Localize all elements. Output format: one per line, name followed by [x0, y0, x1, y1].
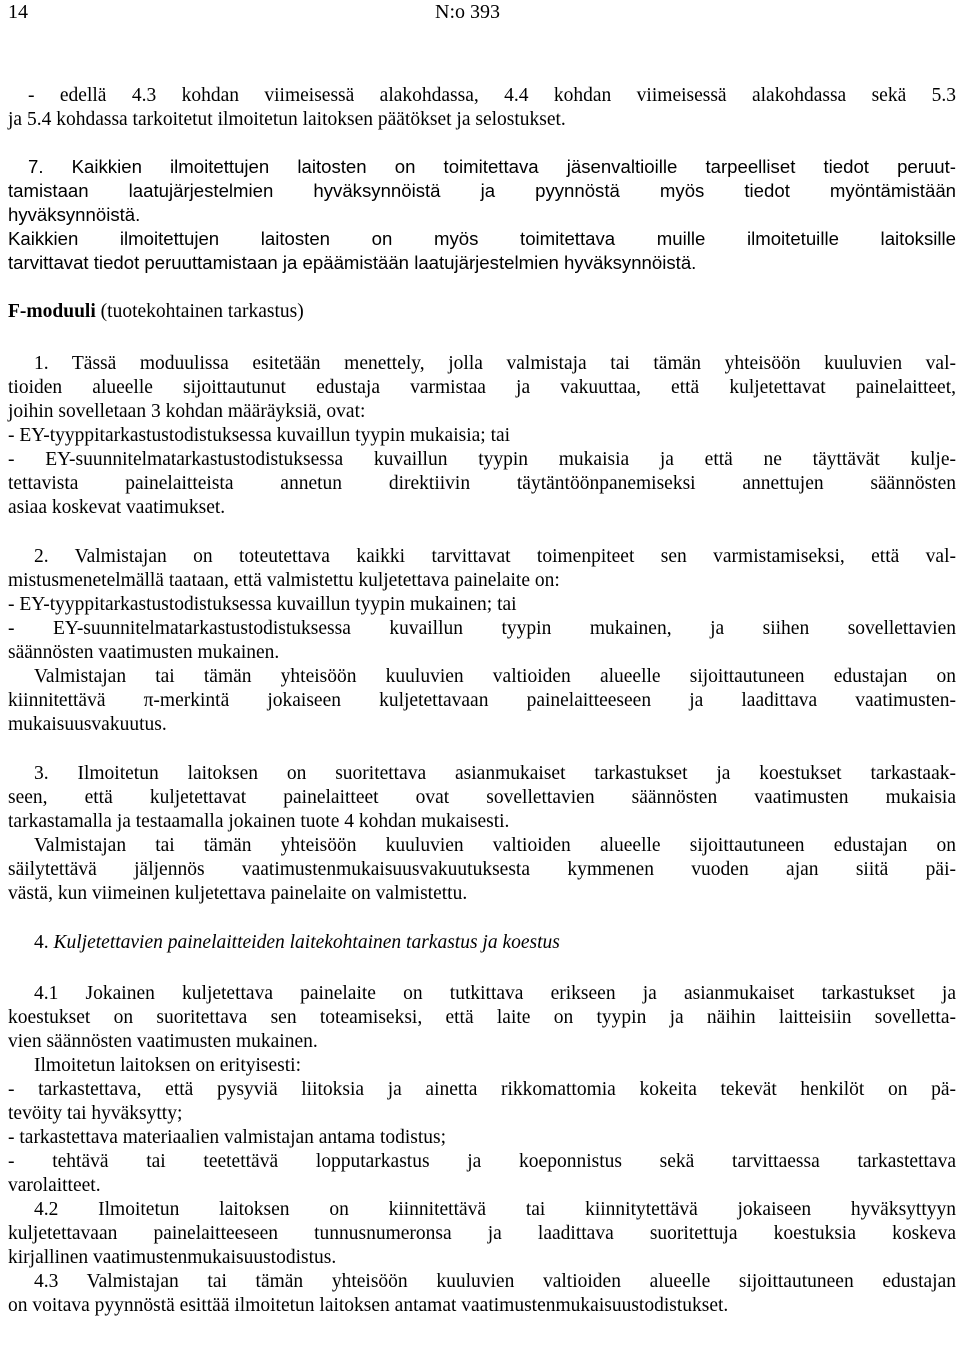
text-line: - tarkastettava materiaalien valmistajan antama todistus;	[8, 1127, 447, 1148]
text-line: tevöity tai hyväksytty;	[8, 1103, 183, 1124]
text-line: vien säännösten vaatimusten mukainen.	[8, 1031, 318, 1052]
text-line: - EY-suunnitelmatarkastustodistuksessa kuvaillun tyypin mukaisia ja että ne täyttävät kulje-	[8, 449, 956, 470]
text-line: 7. Kaikkien ilmoitettujen laitosten on toimitettava jäsenvaltioille tarpeelliset tiedot peruut-	[28, 156, 956, 177]
page-number: 14	[8, 1, 28, 23]
text-line: kirjallinen vaatimustenmukaisuustodistus.	[8, 1247, 337, 1268]
text-line: Ilmoitetun laitoksen on erityisesti:	[34, 1055, 302, 1076]
text-line: ja 5.4 kohdassa tarkoitetut ilmoitetun laitoksen päätökset ja selostukset.	[8, 109, 566, 130]
text-line: hyväksynnöistä.	[8, 204, 141, 225]
heading-bold: F-moduuli	[8, 301, 96, 322]
text-line: varolaitteet.	[8, 1175, 101, 1196]
text-line: kuljetettavaan painelaitteeseen tunnusnumeronsa ja laadittava suoritettuja koestuksia koskeva	[8, 1223, 956, 1244]
text-line: - EY-tyyppitarkastustodistuksessa kuvaillun tyypin mukainen; tai	[8, 594, 517, 615]
text-line: asiaa koskevat vaatimukset.	[8, 497, 226, 518]
text-line: kiinnitettävä π-merkintä jokaiseen kuljetettavaan painelaitteeseen ja laadittava vaatimusten-	[8, 690, 956, 711]
text-line: tioiden alueelle sijoittautunut edustaja varmistaa ja vakuuttaa, että kuljetettavat painelaitteet,	[8, 377, 956, 398]
text-line: mistusmenetelmällä taataan, että valmistettu kuljetettava painelaite on:	[8, 570, 560, 591]
section-heading	[34, 931, 956, 955]
text-line: Valmistajan tai tämän yhteisöön kuuluvien valtioiden alueelle sijoittautuneen edustajan on	[34, 835, 956, 856]
text-line: 3. Ilmoitetun laitoksen on suoritettava asianmukaiset tarkastukset ja koestukset tarkastaak-	[34, 763, 956, 784]
section-heading	[8, 300, 956, 324]
text-line: 4.1 Jokainen kuljetettava painelaite on tutkittava erikseen ja asianmukaiset tarkastukset ja	[34, 983, 956, 1004]
text-line: mukaisuusvakuutus.	[8, 714, 167, 735]
text-line: seen, että kuljetettavat painelaitteet ovat sovellettavien säännösten vaatimusten mukaisia	[8, 787, 956, 808]
text-line: - tarkastettava, että pysyviä liitoksia ja ainetta rikkomattomia kokeita tekevät henkilöt on pä-	[8, 1079, 956, 1100]
text-line: tettavista painelaitteista annetun direktiivin täytäntöönpanemiseksi annettujen säännösten	[8, 473, 956, 494]
heading-rest: (tuotekohtainen tarkastus)	[100, 301, 304, 322]
text-line: 4.2 Ilmoitetun laitoksen on kiinnitettävä tai kiinnitytettävä jokaiseen hyväksyttyyn	[34, 1199, 956, 1220]
text-line: västä, kun viimeinen kuljetettava painelaite on valmistettu.	[8, 883, 468, 904]
text-line: Kaikkien ilmoitettujen laitosten on myös toimitettava muille ilmoitetuille laitoksille	[8, 228, 956, 249]
text-line: on voitava pyynnöstä esittää ilmoitetun laitoksen antamat vaatimustenmukaisuustodistukset.	[8, 1295, 729, 1316]
text-line: tarvittavat tiedot peruuttamistaan ja epäämistään laatujärjestelmien hyväksynnöistä.	[8, 252, 697, 273]
text-line: - EY-tyyppitarkastustodistuksessa kuvaillun tyypin mukaisia; tai	[8, 425, 511, 446]
text-line: Valmistajan tai tämän yhteisöön kuuluvien valtioiden alueelle sijoittautuneen edustajan on	[34, 666, 956, 687]
text-line: koestukset on suoritettava sen toteamiseksi, että laite on tyypin ja näihin laitteisiin sovelletta-	[8, 1007, 956, 1028]
text-line: tamistaan laatujärjestelmien hyväksynnöistä ja pyynnöstä myös tiedot myöntämistään	[8, 180, 956, 201]
text-line: säilytettävä jäljennös vaatimustenmukaisuusvakuutuksesta kymmenen vuoden ajan siitä päi-	[8, 859, 956, 880]
text-line: 2. Valmistajan on toteutettava kaikki tarvittavat toimenpiteet sen varmistamiseksi, että val-	[34, 546, 956, 567]
text-line: säännösten vaatimusten mukainen.	[8, 642, 280, 663]
text-line: tarkastamalla ja testaamalla jokainen tuote 4 kohdan mukaisesti.	[8, 811, 510, 832]
heading-title: Kuljetettavien painelaitteiden laitekohtainen tarkastus ja koestus	[53, 932, 560, 953]
text-line: - EY-suunnitelmatarkastustodistuksessa kuvaillun tyypin mukainen, ja siihen sovellettavien	[8, 618, 956, 639]
text-line: - edellä 4.3 kohdan viimeisessä alakohdassa, 4.4 kohdan viimeisessä alakohdassa sekä 5.3	[28, 85, 956, 106]
text-line: 1. Tässä moduulissa esitetään menettely, jolla valmistaja tai tämän yhteisöön kuuluvien val-	[34, 353, 956, 374]
text-line: 4.3 Valmistajan tai tämän yhteisöön kuuluvien valtioiden alueelle sijoittautuneen edustajan	[34, 1271, 956, 1292]
text-line: - tehtävä tai teetettävä lopputarkastus ja koeponnistus sekä tarvittaessa tarkastettava	[8, 1151, 956, 1172]
text-line: joihin sovelletaan 3 kohdan määräyksiä, ovat:	[8, 401, 366, 422]
heading-number: 4.	[34, 932, 49, 953]
issue-number: N:o 393	[435, 1, 500, 23]
